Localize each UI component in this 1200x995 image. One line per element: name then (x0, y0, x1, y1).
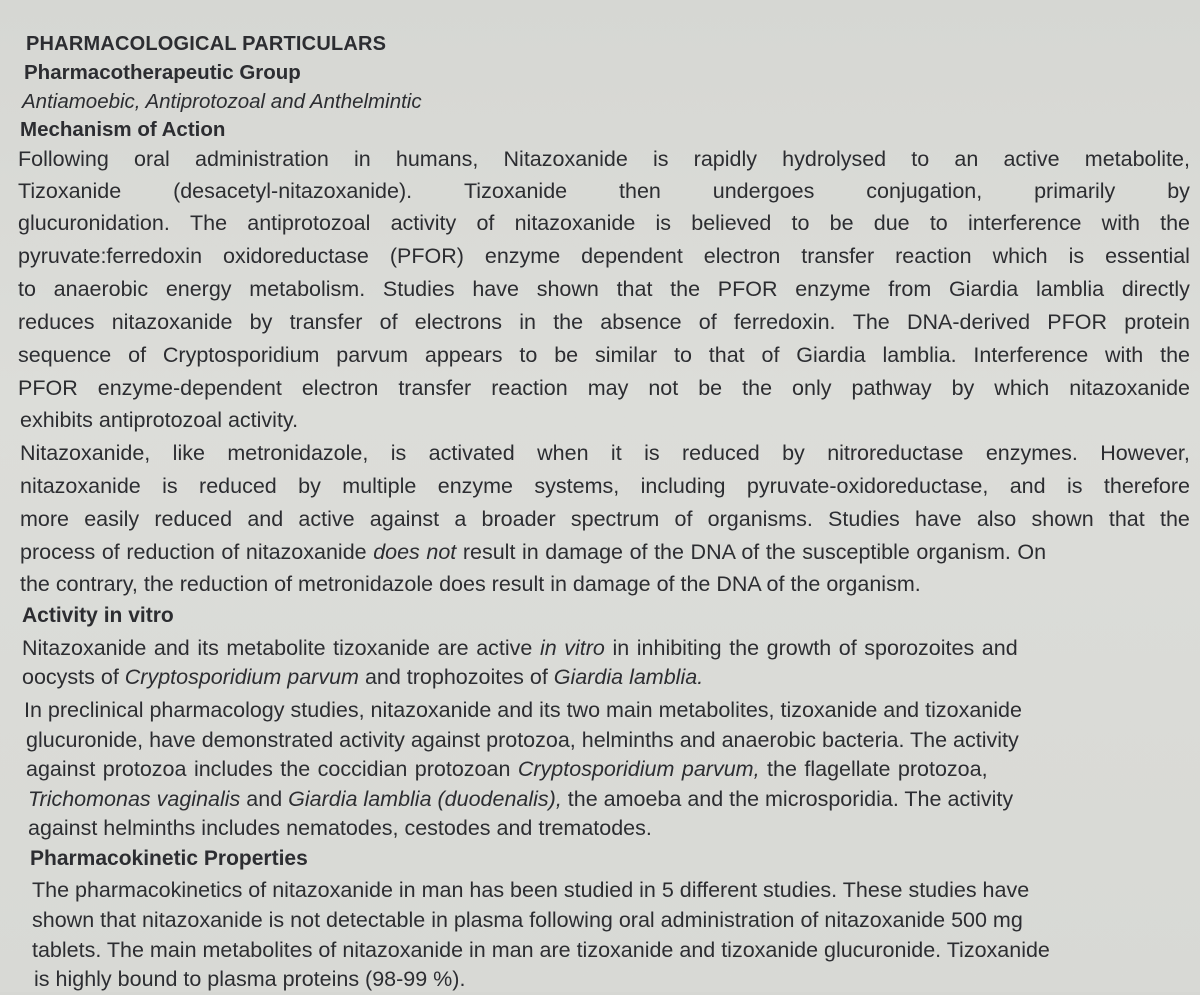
emphasis-run: Giardia lamblia. (553, 665, 704, 689)
mechanism-line-last: exhibits antiprotozoal activity. (20, 408, 299, 432)
word: by (951, 376, 975, 400)
in-vitro-line (22, 632, 1190, 664)
word: is (1068, 244, 1085, 268)
text-run: against protozoa includes the coccidian protozoan (26, 757, 518, 781)
mechanism-p2-line (20, 470, 1190, 502)
mechanism-title: Mechanism of Action (20, 118, 226, 141)
word: multiple (342, 474, 417, 498)
emphasis-run: Giardia lamblia (duodenalis), (288, 787, 562, 811)
word: nitazoxanide (514, 211, 636, 235)
word: primarily (1034, 179, 1116, 203)
word: that (616, 277, 653, 301)
word: of (379, 310, 398, 334)
word: dependent (581, 244, 683, 268)
group-value: Antiamoebic, Antiprotozoal and Anthelmintic (22, 90, 422, 113)
word: active (1003, 147, 1060, 171)
word: the (1159, 507, 1190, 531)
word: an (954, 147, 979, 171)
word: electron (301, 376, 379, 400)
word: oral (133, 147, 170, 171)
word: nitazoxanide (20, 474, 141, 498)
word: to (791, 211, 810, 235)
word: Studies (382, 277, 455, 301)
word: and (247, 507, 284, 531)
word: electron (703, 244, 781, 268)
word: shown (536, 277, 599, 301)
word: the (1160, 211, 1190, 235)
word: of (698, 310, 717, 334)
word: it (610, 441, 622, 465)
word: also (976, 507, 1017, 531)
text-run: Nitazoxanide and its metabolite tizoxanide are active (22, 636, 540, 660)
word: oxidoreductase (223, 244, 369, 268)
word: (desacetyl-nitazoxanide). (173, 179, 413, 203)
word: lamblia (1035, 277, 1105, 301)
word: undergoes (712, 179, 815, 203)
in-vitro-line (22, 661, 1190, 693)
word: and (1009, 474, 1046, 498)
word: rapidly (693, 147, 757, 171)
word: reaction (491, 376, 568, 400)
pk-line: shown that nitazoxanide is not detectable in plasma following oral administration of nitazoxanide 500 mg (32, 908, 1023, 932)
word: systems, (534, 474, 620, 498)
word: spectrum (570, 507, 660, 531)
word: metronidazole, (227, 441, 369, 465)
word: enzymes. (985, 441, 1078, 465)
word: protein (1124, 310, 1190, 334)
word: in (519, 310, 536, 334)
word: the (553, 310, 584, 334)
word: essential (1105, 244, 1190, 268)
word: reduced (199, 474, 277, 498)
word: believed (691, 211, 772, 235)
word: appears (424, 343, 503, 367)
word: from (888, 277, 932, 301)
word: which (994, 376, 1050, 400)
word: more (20, 507, 69, 531)
word: PFOR (18, 376, 78, 400)
word: pyruvate:ferredoxin (18, 244, 203, 268)
word: nitroreductase (827, 441, 964, 465)
word: enzyme-dependent (97, 376, 282, 400)
word: The (852, 310, 890, 334)
word: when (537, 441, 589, 465)
mechanism-line (18, 175, 1190, 207)
in-vitro-line (26, 753, 1190, 785)
word: The (190, 211, 228, 235)
word: Nitazoxanide, (20, 441, 151, 465)
mechanism-line (18, 339, 1190, 371)
word: the (1160, 343, 1190, 367)
word: metabolism. (249, 277, 366, 301)
word: interference (967, 211, 1082, 235)
word: by (1167, 179, 1190, 203)
word: hydrolysed (782, 147, 887, 171)
word: enzyme (484, 244, 561, 268)
word: is (652, 147, 669, 171)
word: to (673, 343, 692, 367)
in-vitro-title: Activity in vitro (22, 604, 174, 627)
word: not (648, 376, 679, 400)
mechanism-line (18, 306, 1190, 338)
word: a (454, 507, 467, 531)
word: that (708, 343, 745, 367)
word: glucuronidation. (18, 211, 170, 235)
word: by (249, 310, 273, 334)
word: Cryptosporidium (162, 343, 320, 367)
emphasis-run: Cryptosporidium parvum (124, 665, 359, 689)
word: be (698, 376, 723, 400)
word: metabolite, (1084, 147, 1190, 171)
word: of (128, 343, 147, 367)
word: Giardia (796, 343, 866, 367)
word: sequence (18, 343, 112, 367)
word: to (929, 211, 948, 235)
word: due (873, 211, 910, 235)
word: have (914, 507, 962, 531)
word: Tizoxanide (463, 179, 568, 203)
word: anaerobic (53, 277, 149, 301)
word: DNA-derived (906, 310, 1031, 334)
mechanism-p2-line (20, 536, 1190, 568)
word: PFOR (1047, 310, 1107, 334)
word: the (742, 376, 773, 400)
pk-line: is highly bound to plasma proteins (98-99 %). (34, 967, 466, 991)
word: be (829, 211, 854, 235)
word: Interference (973, 343, 1089, 367)
word: like (172, 441, 205, 465)
word: to (911, 147, 930, 171)
word: nitazoxanide (111, 310, 233, 334)
word: in (354, 147, 371, 171)
text-run: in inhibiting the growth of sporozoites and (604, 636, 1018, 660)
word: easily (84, 507, 140, 531)
text-run: and trophozoites of (358, 665, 554, 689)
word: parvum (336, 343, 408, 367)
word: be (554, 343, 579, 367)
word: electrons (414, 310, 503, 334)
word: transfer (801, 244, 875, 268)
text-run: result in damage of the DNA of the susceptible organism. On (456, 540, 1047, 564)
text-run: and (240, 787, 289, 811)
word: have (472, 277, 519, 301)
in-vitro-line: In preclinical pharmacology studies, nitazoxanide and its two main metabolites, tizoxanide and tizoxanide (24, 698, 1022, 722)
emphasis-run: Cryptosporidium parvum, (517, 757, 760, 781)
word: against (369, 507, 440, 531)
word: may (587, 376, 629, 400)
mechanism-p2-last: the contrary, the reduction of metronidazole does result in damage of the DNA of the organism. (20, 572, 921, 596)
word: of (674, 507, 693, 531)
word: Studies (828, 507, 900, 531)
word: pyruvate-oxidoreductase, (746, 474, 989, 498)
text-run: the amoeba and the microsporidia. The activity (561, 787, 1014, 811)
word: of (761, 343, 780, 367)
word: to (519, 343, 538, 367)
word: transfer (398, 376, 472, 400)
word: which (992, 244, 1048, 268)
word: humans, (395, 147, 479, 171)
word: enzyme (795, 277, 871, 301)
mechanism-line (18, 372, 1190, 404)
mechanism-line (18, 240, 1190, 272)
word: (PFOR) (389, 244, 464, 268)
word: PFOR (717, 277, 778, 301)
word: administration (195, 147, 329, 171)
word: that (1108, 507, 1145, 531)
word: lamblia. (882, 343, 957, 367)
in-vitro-line (28, 783, 1190, 815)
word: with (1101, 211, 1140, 235)
text-run: oocysts of (22, 665, 125, 689)
word: activity (390, 211, 457, 235)
word: shown (1031, 507, 1094, 531)
emphasis-run: in vitro (539, 636, 605, 660)
word: conjugation, (866, 179, 983, 203)
section-heading: PHARMACOLOGICAL PARTICULARS (26, 33, 387, 55)
mechanism-line (18, 207, 1190, 239)
mechanism-line (18, 273, 1190, 305)
word: enzyme (437, 474, 514, 498)
word: of (476, 211, 495, 235)
word: is (162, 474, 178, 498)
word: pathway (851, 376, 932, 400)
word: reduced (154, 507, 233, 531)
word: similar (595, 343, 658, 367)
word: therefore (1103, 474, 1190, 498)
word: absence (600, 310, 682, 334)
word: directly (1121, 277, 1190, 301)
in-vitro-line: glucuronide, have demonstrated activity against protozoa, helminths and anaerobic bacteria. The activity (26, 728, 1019, 752)
mechanism-p2-line (20, 503, 1190, 535)
word: the (670, 277, 701, 301)
word: Giardia (948, 277, 1019, 301)
word: with (1105, 343, 1144, 367)
word: organisms. (707, 507, 813, 531)
word: Tizoxanide (18, 179, 122, 203)
pk-title: Pharmacokinetic Properties (30, 847, 308, 870)
text-run: the flagellate protozoa, (759, 757, 988, 781)
word: reduces (18, 310, 95, 334)
word: is (655, 211, 672, 235)
word: transfer (289, 310, 363, 334)
word: activated (428, 441, 515, 465)
word: reaction (895, 244, 972, 268)
word: Following (18, 147, 109, 171)
word: to (18, 277, 36, 301)
pk-line: The pharmacokinetics of nitazoxanide in man has been studied in 5 different studies. These studies have (32, 878, 1030, 902)
word: is (390, 441, 407, 465)
mechanism-line (18, 143, 1190, 175)
word: active (298, 507, 355, 531)
word: nitazoxanide (1069, 376, 1190, 400)
word: is (644, 441, 660, 465)
word: then (619, 179, 661, 203)
word: is (1066, 474, 1083, 498)
emphasis-run: does not (373, 540, 457, 564)
word: antiprotozoal (247, 211, 371, 235)
word: broader (481, 507, 556, 531)
in-vitro-line: against helminths includes nematodes, cestodes and trematodes. (28, 816, 652, 840)
emphasis-run: Trichomonas vaginalis (28, 787, 241, 811)
text-run: process of reduction of nitazoxanide (20, 540, 374, 564)
word: ferredoxin. (733, 310, 836, 334)
group-title: Pharmacotherapeutic Group (24, 61, 301, 84)
pk-line: tablets. The main metabolites of nitazoxanide in man are tizoxanide and tizoxanide glucuronide. Tizoxanide (32, 938, 1050, 962)
word: by (298, 474, 321, 498)
word: reduced (681, 441, 760, 465)
word: only (792, 376, 832, 400)
word: energy (165, 277, 232, 301)
word: including (640, 474, 726, 498)
word: However, (1100, 441, 1190, 465)
word: by (782, 441, 805, 465)
word: Nitazoxanide (503, 147, 628, 171)
mechanism-p2-line (20, 437, 1190, 469)
